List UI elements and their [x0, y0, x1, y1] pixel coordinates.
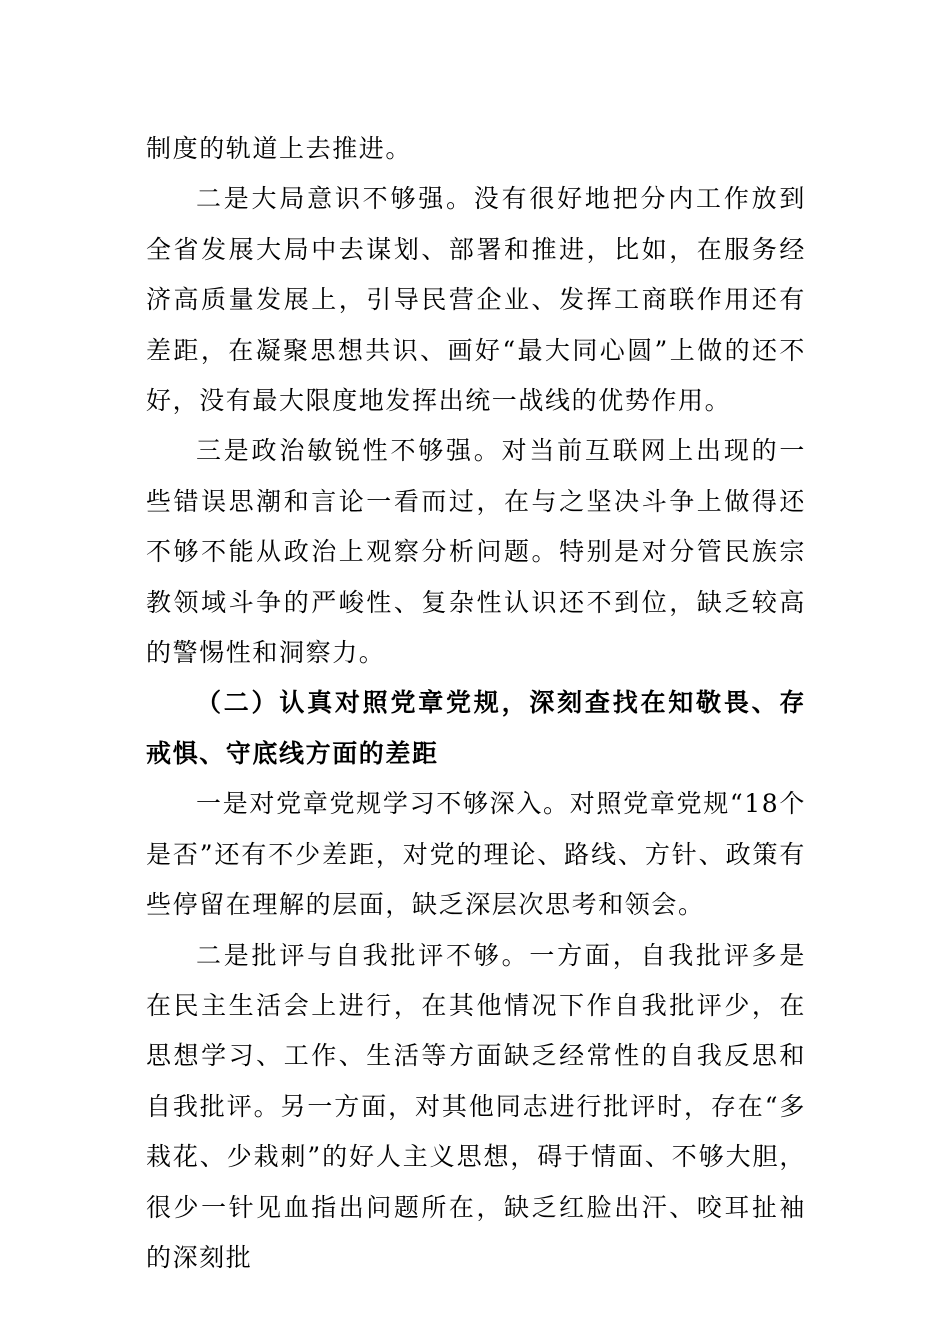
- document-page: [146, 124, 806, 1283]
- paragraph-political-sensitivity: 三是政治敏锐性不够强。对当前互联网上出现的一些错误思潮和言论一看而过，在与之坚决斗争上做得还不够不能从政治上观察分析问题。特别是对分管民族宗教领域斗争的严峻性、复杂性认识还不到位，缺乏较高的警惕性和洞察力。: [146, 436, 806, 668]
- paragraph-party-rules-study: 一是对党章党规学习不够深入。对照党章党规“18个是否”还有不少差距，对党的理论、路线、方针、政策有些停留在理解的层面，缺乏深层次思考和领会。: [146, 789, 806, 920]
- paragraph-overall-awareness: 二是大局意识不够强。没有很好地把分内工作放到全省发展大局中去谋划、部署和推进，比如，在服务经济高质量发展上，引导民营企业、发挥工商联作用还有差距，在凝聚思想共识、画好“最大同心圆”上做的还不好，没有最大限度地发挥出统一战线的优势作用。: [146, 184, 806, 416]
- paragraph-continuation: 制度的轨道上去推进。: [146, 134, 413, 163]
- section-heading: （二）认真对照党章党规，深刻查找在知敬畏、存戒惧、守底线方面的差距: [146, 688, 806, 768]
- paragraph-criticism: 二是批评与自我批评不够。一方面，自我批评多是在民主生活会上进行，在其他情况下作自我批评少，在思想学习、工作、生活等方面缺乏经常性的自我反思和自我批评。另一方面，对其他同志进行批评时，存在“多栽花、少栽刺”的好人主义思想，碍于情面、不够大胆，很少一针见血指出问题所在，缺乏红脸出汗、咬耳扯袖的深刻批: [146, 940, 806, 1272]
